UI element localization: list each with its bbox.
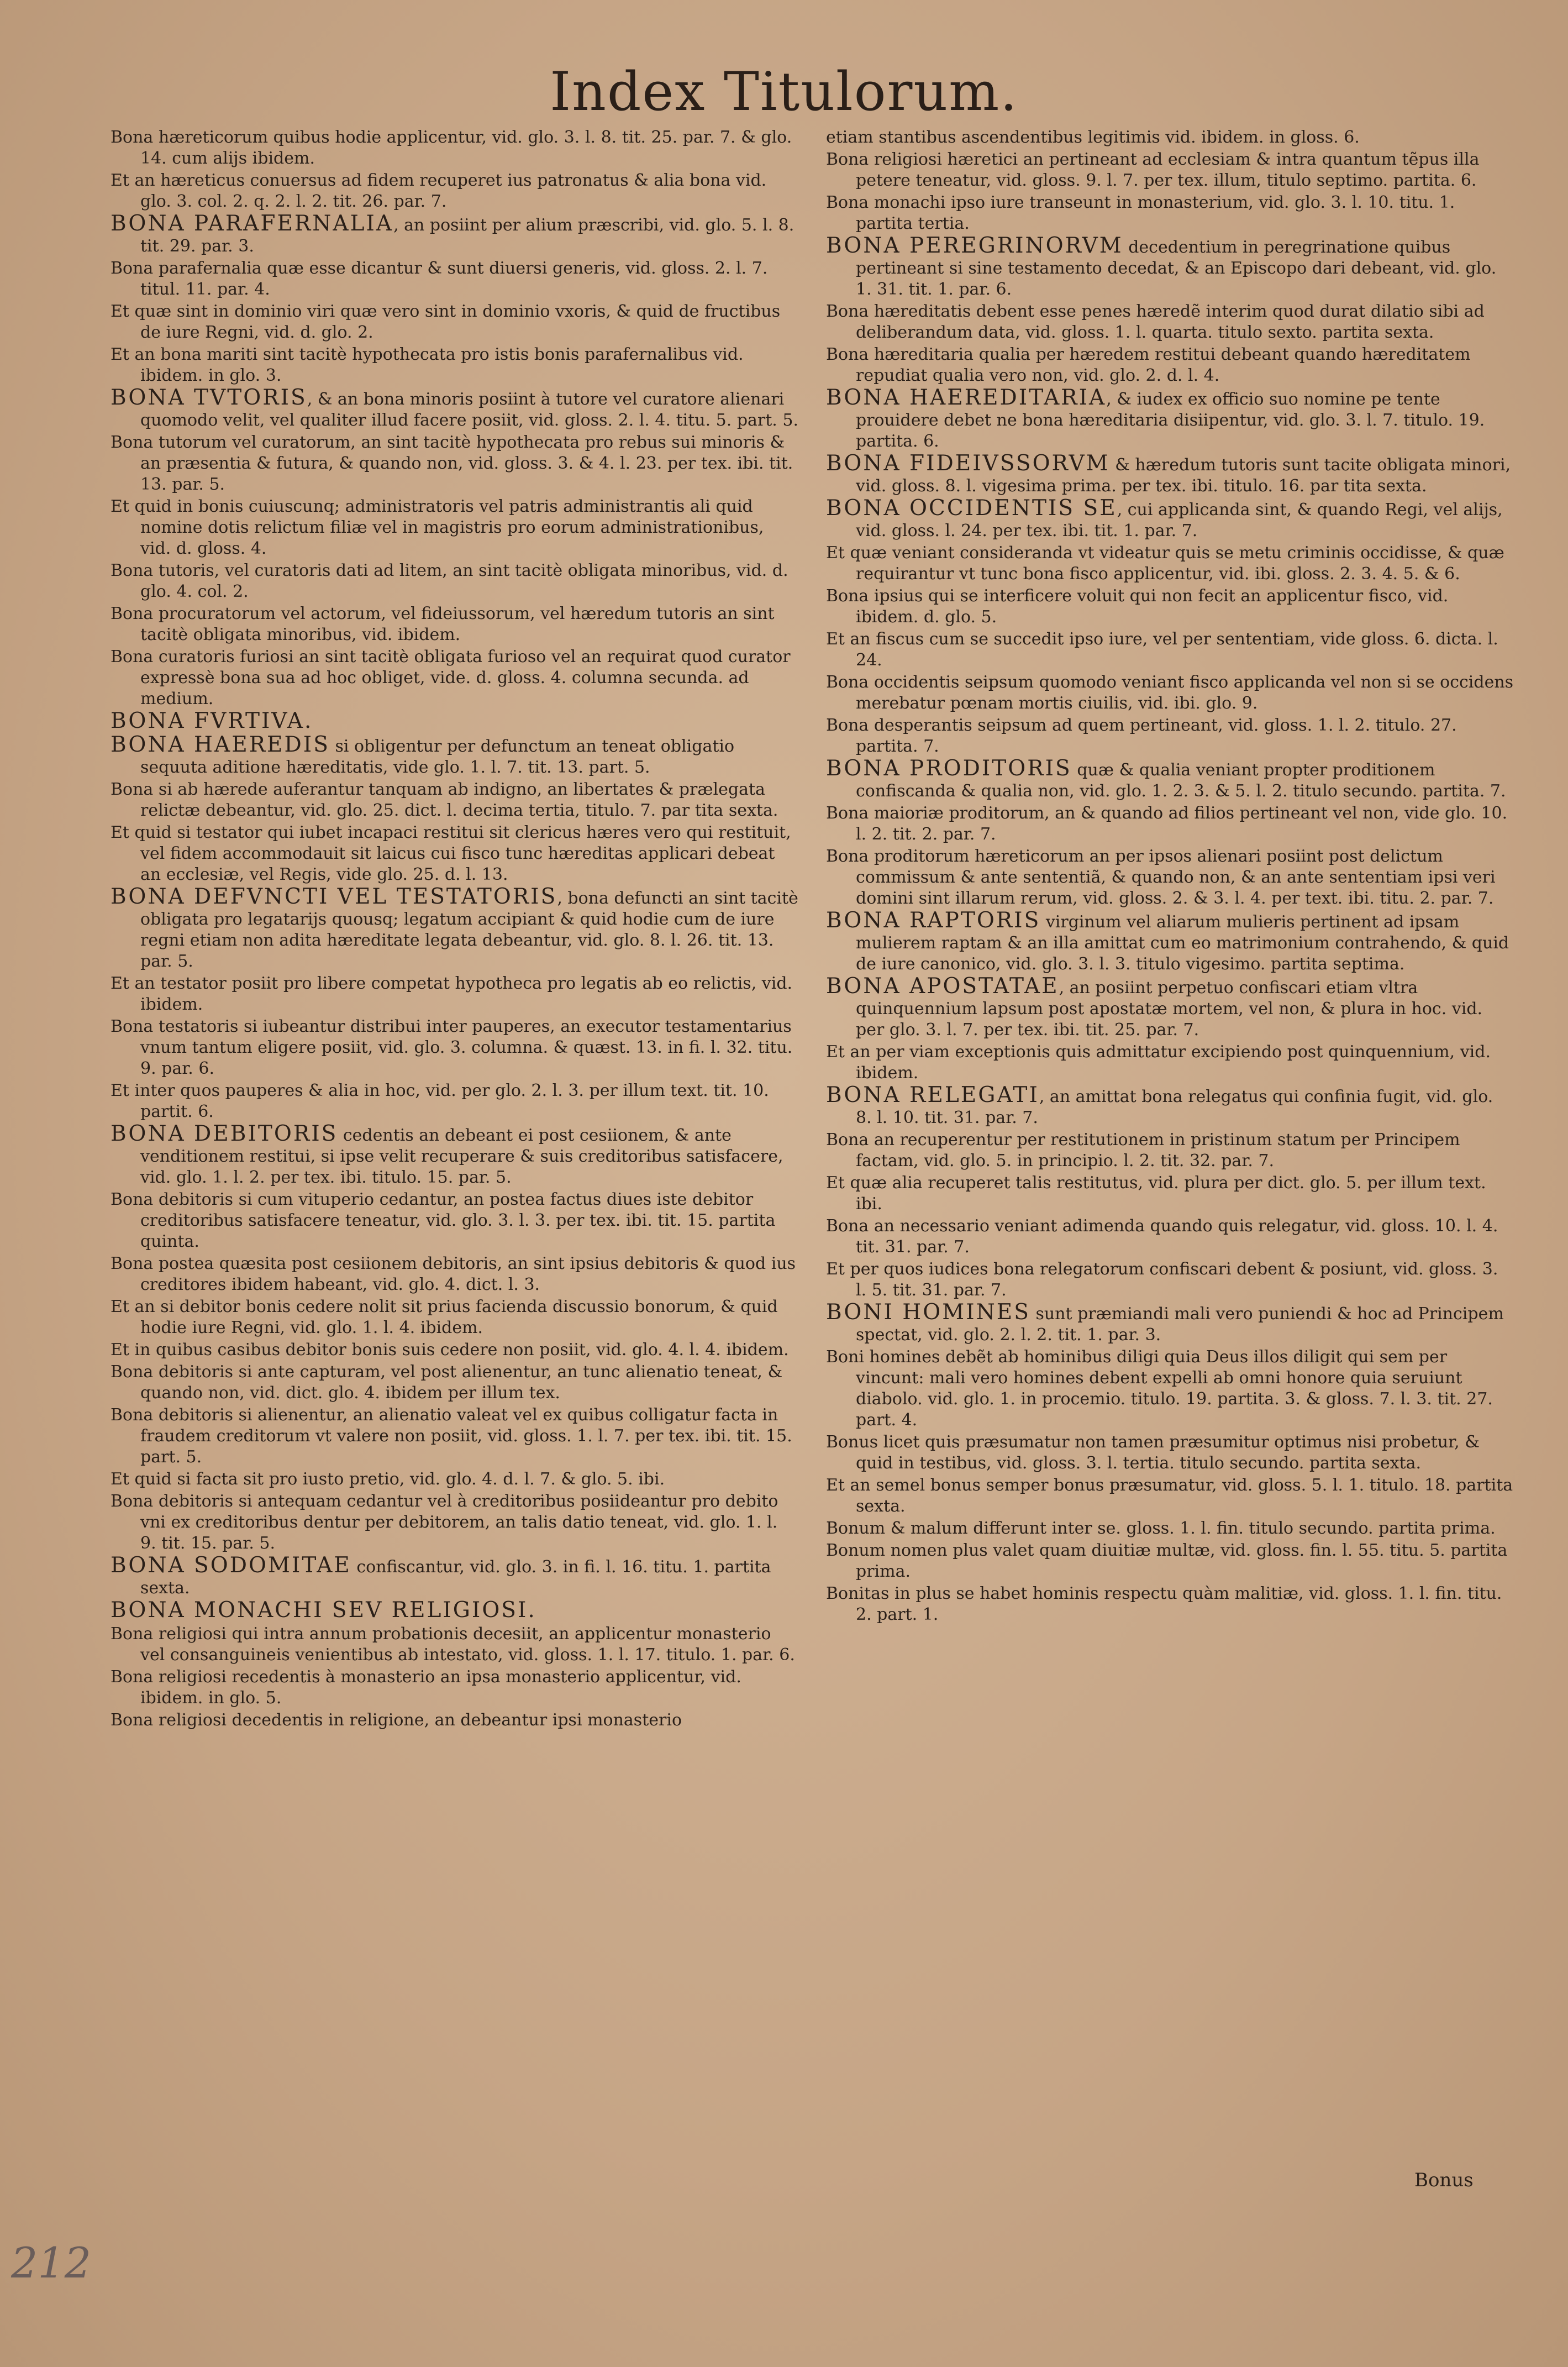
index-entry <box>111 1189 798 1252</box>
index-entry <box>111 1491 798 1554</box>
index-columns <box>111 127 1514 2172</box>
entry-heading: BONA DEFVNCTI VEL TESTATORIS <box>111 884 557 909</box>
entry-text: Et quid si facta sit pro iusto pretio, vid. glo. 4. d. l. 7. & glo. 5. ibi. <box>111 1469 665 1489</box>
index-entry <box>111 387 798 431</box>
index-entry <box>111 127 798 169</box>
entry-text: etiam stantibus ascendentibus legitimis vid. ibidem. in gloss. 6. <box>826 128 1360 147</box>
index-entry <box>111 496 798 559</box>
index-entry <box>826 543 1514 585</box>
entry-text: Bona religiosi hæretici an pertineant ad ecclesiam & intra quantum tẽpus illa petere teneatur, vid. gloss. 9. l. 7. per tex. illum, titulo septimo. partita. 6. <box>826 150 1480 190</box>
index-entry <box>111 822 798 885</box>
index-entry <box>826 453 1514 497</box>
entry-text: Bonum nomen plus valet quam diuitiæ multæ, vid. gloss. fin. l. 55. titu. 5. partita prima. <box>826 1541 1508 1581</box>
entry-heading: BONI HOMINES <box>826 1300 1030 1325</box>
index-entry <box>826 235 1514 300</box>
index-entry <box>111 1016 798 1079</box>
right-column <box>826 127 1514 2172</box>
entry-heading: BONA PARAFERNALIA <box>111 211 394 236</box>
index-entry <box>111 1253 798 1295</box>
index-entry <box>111 1297 798 1339</box>
entry-text: cedentis an debeant ei post cesiionem, & ante venditionem restitui, si ipse velit recuperare & suis creditoribus satisfacere, vid. glo. 1. l. 2. per tex. ibi. titulo. 15. par. 5. <box>140 1126 783 1187</box>
entry-text: si obligentur per defunctum an teneat obligatio sequuta aditione hæreditatis, vide glo. 1. l. 7. tit. 13. part. 5. <box>140 737 735 777</box>
entry-heading: BONA RAPTORIS <box>826 908 1041 933</box>
entry-text: Bona debitoris si alienentur, an alienatio valeat vel ex quibus colligatur facta in fraudem creditorum vt valere non posiit, vid. gloss. 1. l. 7. per tex. ibi. tit. 15. part. 5. <box>111 1405 792 1467</box>
entry-text: Et quæ sint in dominio viri quæ vero sint in dominio vxoris, & quid de fructibus de iure Regni, vid. d. glo. 2. <box>111 302 781 342</box>
index-entry <box>111 1080 798 1122</box>
entry-text: , bona defuncti an sint tacitè obligata pro legatarijs quousq; legatum accipiant & quid hodie cum de iure regni etiam non adita hæreditate legata debeantur, vid. glo. 8. l. 26. tit. 13. par. 5. <box>140 889 798 971</box>
entry-text: Boni homines debẽt ab hominibus diligi quia Deus illos diligit qui sem per vincunt: mali vero homines debent expelli ab omni honore quia seruiunt diabolo. vid. glo. 1. in procemio. titulo. 19. partita. 3. & gloss. 7. l. 3. tit. 27. part. 4. <box>826 1347 1493 1430</box>
index-entry <box>111 1469 798 1490</box>
index-entry <box>111 647 798 710</box>
entry-text: Et an per viam exceptionis quis admittatur excipiendo post quinquennium, vid. ibidem. <box>826 1042 1491 1083</box>
index-entry <box>111 1405 798 1468</box>
entry-text: Et an semel bonus semper bonus præsumatur, vid. gloss. 5. l. 1. titulo. 18. partita sexta. <box>826 1476 1513 1516</box>
entry-text: virginum vel aliarum mulieris pertinent ad ipsam mulierem raptam & an illa amittat cum eo matrimonium contrahendo, & quid de iure canonico, vid. glo. 3. l. 3. titulo vigesimo. partita septima. <box>856 912 1509 974</box>
entry-text: Bona ipsius qui se interficere voluit qui non fecit an applicentur fisco, vid. ibidem. d. glo. 5. <box>826 586 1449 627</box>
entry-heading: BONA MONACHI SEV RELIGIOSI. <box>111 1598 536 1623</box>
index-entry <box>111 1121 798 1188</box>
entry-heading: BONA OCCIDENTIS SE <box>826 496 1117 521</box>
index-entry <box>826 301 1514 343</box>
index-entry <box>826 192 1514 234</box>
entry-text: Bona occidentis seipsum quomodo veniant fisco applicanda vel non si se occidens merebatur pœnam mortis ciuilis, vid. ibi. glo. 9. <box>826 673 1514 713</box>
entry-text: Bona maioriæ proditorum, an & quando ad filios pertineant vel non, vide glo. 10. l. 2. tit. 2. par. 7. <box>826 804 1508 844</box>
index-entry <box>826 1583 1514 1625</box>
index-entry <box>826 498 1514 542</box>
index-entry <box>111 779 798 821</box>
index-entry <box>826 1302 1514 1346</box>
entry-text: Et an testator posiit pro libere competat hypotheca pro legatis ab eo relictis, vid. ibidem. <box>111 974 793 1014</box>
index-entry <box>111 734 798 778</box>
entry-heading: BONA SODOMITAE <box>111 1553 351 1578</box>
index-entry <box>826 1475 1514 1517</box>
entry-text: Bona an recuperentur per restitutionem in pristinum statum per Principem factam, vid. glo. 5. in principio. l. 2. tit. 32. par. 7. <box>826 1130 1460 1171</box>
entry-text: decedentium in peregrinatione quibus pertineant si sine testamento decedat, & an Episcopo dari debeant, vid. glo. 1. 31. tit. 1. par. 6. <box>856 238 1497 299</box>
index-entry <box>826 1085 1514 1129</box>
entry-heading: BONA HAEREDIS <box>111 732 330 757</box>
index-entry <box>826 672 1514 714</box>
entry-text: Et quæ veniant considerandа vt videatur quis se metu criminis occidisse, & quæ requirantur vt tunc bona fisco applicentur, vid. ibi. gloss. 2. 3. 4. 5. & 6. <box>826 543 1504 584</box>
entry-text: , an amittat bona relegatus qui confinia fugit, vid. glo. 8. l. 10. tit. 31. par. 7. <box>856 1087 1493 1127</box>
entry-text: , & an bona minoris posiint à tutore vel curatore alienari quomodo velit, vel qualiter illud facere posiit, vid. gloss. 2. l. 4. titu. 5. part. 5. <box>140 390 799 430</box>
entry-text: Bona debitoris si antequam cedantur vel à creditoribus posiideantur pro debito vni ex creditoribus dentur per debitorem, an talis datio teneat, vid. glo. 1. l. 9. tit. 15. par. 5. <box>111 1492 778 1553</box>
entry-text: Et an hæreticus conuersus ad fidem recuperet ius patronatus & alia bona vid. glo. 3. col. 2. q. 2. l. 2. tit. 26. par. 7. <box>111 171 767 211</box>
entry-text: Bona tutoris, vel curatoris dati ad litem, an sint tacitè obligata minoribus, vid. d. glo. 4. col. 2. <box>111 561 788 601</box>
index-entry <box>111 560 798 602</box>
index-entry <box>826 758 1514 802</box>
index-entry <box>111 170 798 212</box>
entry-text: Bona curatoris furiosi an sint tacitè obligata furioso vel an requirat quod curator expressè bona sua ad hoc obliget, vide. d. gloss. 4. columna secunda. ad medium. <box>111 647 791 708</box>
index-entry <box>826 344 1514 386</box>
index-entry <box>111 301 798 343</box>
index-entry <box>111 1555 798 1599</box>
entry-text: Bona postea quæsita post cesiionem debitoris, an sint ipsius debitoris & quod ius creditores ibidem habeant, vid. glo. 4. dict. l. 3. <box>111 1254 796 1294</box>
entry-heading: BONA TVTORIS <box>111 385 307 410</box>
index-entry <box>826 149 1514 191</box>
entry-heading: BONA HAEREDITARIA <box>826 385 1107 410</box>
entry-text: Bona religiosi recedentis à monasterio an ipsa monasterio applicentur, vid. ibidem. in glo. 5. <box>111 1667 741 1708</box>
index-entry <box>111 603 798 645</box>
entry-text: , & iudex ex officio suo nomine pe tente prouidere debet ne bona hæreditaria disiipentur, vid. glo. 3. l. 7. titulo. 19. partita. 6. <box>856 390 1485 451</box>
index-entry <box>826 910 1514 975</box>
index-entry <box>826 1432 1514 1474</box>
index-entry <box>111 1710 798 1731</box>
index-entry <box>826 1042 1514 1084</box>
index-entry <box>111 1600 798 1623</box>
entry-text: Bona si ab hærede auferantur tanquam ab indigno, an libertates & prælegata relictæ debeantur, vid. glo. 25. dict. l. decima tertia, titulo. 7. par tita sexta. <box>111 780 778 820</box>
index-entry <box>111 973 798 1015</box>
entry-text: Bona hæreditaria qualia per hæredem restitui debeant quando hæreditatem repudiat qualia vero non, vid. glo. 2. d. l. 4. <box>826 345 1471 385</box>
entry-text: Bona hæreditatis debent esse penes hæredẽ interim quod durat dilatio sibi ad deliberandum data, vid. gloss. 1. l. quarta. titulo sexto. partita sexta. <box>826 302 1485 342</box>
entry-text: quæ & qualia veniant propter proditionem confiscanda & qualia non, vid. glo. 1. 2. 3. & 5. l. 2. titulo secundo. partita. 7. <box>856 760 1506 801</box>
entry-text: Bona desperantis seipsum ad quem pertineant, vid. gloss. 1. l. 2. titulo. 27. partita. 7. <box>826 716 1457 756</box>
index-entry <box>111 432 798 495</box>
entry-text: Bona hæreticorum quibus hodie applicentur, vid. glo. 3. l. 8. tit. 25. par. 7. & glo. 14. cum alijs ibidem. <box>111 128 792 168</box>
entry-text: Et quid si testator qui iubet incapaci restitui sit clericus hæres vero qui restituit, vel fidem accommodauit sit laicus cui fisco tunc hæreditas applicari debeat an ecclesiæ, vel Regis, vide glo. 25. d. l. 13. <box>111 823 791 884</box>
index-entry <box>111 1362 798 1404</box>
left-column <box>111 127 798 2172</box>
index-entry <box>111 213 798 257</box>
index-entry <box>826 1347 1514 1431</box>
index-entry <box>826 803 1514 845</box>
index-entry <box>826 127 1514 148</box>
entry-text: Et quid in bonis cuiuscunq; administratoris vel patris administrantis ali quid nomine dotis relictum filiæ vel in magistris pro eorum administrationibus, vid. d. gloss. 4. <box>111 497 764 558</box>
entry-heading: BONA APOSTATAE <box>826 974 1059 999</box>
index-entry <box>111 1340 798 1361</box>
entry-text: Et in quibus casibus debitor bonis suis cedere non posiit, vid. glo. 4. l. 4. ibidem. <box>111 1340 789 1360</box>
entry-text: Et an fiscus cum se succedit ipso iure, vel per sententiam, vide gloss. 6. dicta. l. 24. <box>826 629 1498 670</box>
entry-text: Bona an necessario veniant adimenda quando quis relegatur, vid. gloss. 10. l. 4. tit. 31. par. 7. <box>826 1216 1498 1257</box>
entry-heading: BONA PEREGRINORVM <box>826 233 1123 258</box>
entry-text: Et an si debitor bonis cedere nolit sit prius facienda discussio bonorum, & quid hodie iure Regni, vid. glo. 1. l. 4. ibidem. <box>111 1297 778 1337</box>
index-entry <box>826 586 1514 628</box>
entry-text: , cui applicanda sint, & quando Regi, vel alijs, vid. gloss. l. 24. per tex. ibi. tit. 1. par. 7. <box>856 500 1503 540</box>
entry-text: Bona debitoris si ante capturam, vel post alienentur, an tunc alienatio teneat, & quando non, vid. dict. glo. 4. ibidem per illum tex. <box>111 1362 783 1403</box>
index-entry <box>826 976 1514 1041</box>
entry-heading: BONA PRODITORIS <box>826 756 1072 781</box>
entry-text: Bona monachi ipso iure transeunt in monasterium, vid. glo. 3. l. 10. titu. 1. partita tertia. <box>826 193 1455 233</box>
index-entry <box>826 387 1514 452</box>
index-entry <box>111 344 798 386</box>
index-entry <box>826 1130 1514 1172</box>
entry-text: Bonum & malum differunt inter se. gloss. 1. l. fin. titulo secundo. partita prima. <box>826 1519 1496 1538</box>
entry-text: sunt præmiandi mali vero puniendi & hoc ad Principem spectat, vid. glo. 2. l. 2. tit. 1. par. 3. <box>856 1304 1504 1345</box>
entry-text: Bonitas in plus se habet hominis respectu quàm malitiæ, vid. gloss. 1. l. fin. titu. 2. part. 1. <box>826 1584 1502 1624</box>
entry-text: Bona proditorum hæreticorum an per ipsos alienari posiint post delictum commissum & ante sententiã, & quando non, & an ante sententiam ipsi veri domini sint illarum rerum, vid. gloss. 2. & 3. l. 4. per text. ibi. titu. 2. par. 7. <box>826 847 1496 908</box>
entry-text: , an posiint perpetuo confiscari etiam vltra quinquennium lapsum post apostatæ mortem, vel non, & plura in hoc. vid. per glo. 3. l. 7. per tex. ibi. tit. 25. par. 7. <box>856 978 1483 1040</box>
entry-text: , an posiint per alium præscribi, vid. glo. 5. l. 8. tit. 29. par. 3. <box>140 216 794 256</box>
entry-text: Et inter quos pauperes & alia in hoc, vid. per glo. 2. l. 3. per illum text. tit. 10. partit. 6. <box>111 1081 769 1121</box>
index-entry <box>826 1518 1514 1539</box>
entry-heading: BONA DEBITORIS <box>111 1121 338 1146</box>
index-entry <box>111 886 798 972</box>
index-entry <box>826 1173 1514 1215</box>
handwritten-folio-number: 212 <box>11 2238 92 2287</box>
entry-text: Bona religiosi qui intra annum probationis decesiit, an applicentur monasterio vel consanguineis venientibus ab intestato, vid. gloss. 1. l. 17. titulo. 1. par. 6. <box>111 1624 795 1665</box>
entry-text: Bona tutorum vel curatorum, an sint tacitè hypothecata pro rebus sui minoris & an præsentia & futura, & quando non, vid. gloss. 3. & 4. l. 23. per tex. ibi. tit. 13. par. 5. <box>111 433 793 494</box>
index-entry <box>111 1624 798 1666</box>
entry-heading: BONA RELEGATI <box>826 1083 1039 1108</box>
index-entry <box>826 1540 1514 1582</box>
index-entry <box>826 629 1514 671</box>
index-entry <box>826 1259 1514 1301</box>
entry-text: Bona procuratorum vel actorum, vel fideiussorum, vel hæredum tutoris an sint tacitè obligata minoribus, vid. ibidem. <box>111 604 775 644</box>
index-entry <box>111 1667 798 1709</box>
page-title: Index Titulorum. <box>550 61 1018 123</box>
entry-heading: BONA FVRTIVA. <box>111 708 313 733</box>
catchword: Bonus <box>1414 2169 1474 2191</box>
index-entry <box>826 846 1514 909</box>
entry-text: Et per quos iudices bona relegatorum confiscari debent & posiunt, vid. gloss. 3. l. 5. tit. 31. par. 7. <box>826 1259 1498 1300</box>
entry-text: Bona testatoris si iubeantur distribui inter pauperes, an executor testamentarius vnum tantum eligere posiit, vid. glo. 3. columna. & quæst. 13. in fi. l. 32. titu. 9. par. 6. <box>111 1017 793 1078</box>
entry-text: confiscantur, vid. glo. 3. in fi. l. 16. titu. 1. partita sexta. <box>140 1557 771 1598</box>
index-entry <box>111 258 798 300</box>
entry-text: Bona parafernalia quæ esse dicantur & sunt diuersi generis, vid. gloss. 2. l. 7. titul. 11. par. 4. <box>111 259 768 299</box>
index-entry <box>111 708 798 733</box>
entry-heading: BONA FIDEIVSSORVM <box>826 451 1110 476</box>
entry-text: Bona religiosi decedentis in religione, an debeantur ipsi monasterio <box>111 1710 682 1730</box>
entry-text: Bonus licet quis præsumatur non tamen præsumitur optimus nisi probetur, & quid in testibus, vid. gloss. 3. l. tertia. titulo secundo. partita sexta. <box>826 1432 1480 1473</box>
entry-text: Et an bona mariti sint tacitè hypothecata pro istis bonis parafernalibus vid. ibidem. in glo. 3. <box>111 345 744 385</box>
entry-text: & hæredum tutoris sunt tacite obligata minori, vid. gloss. 8. l. vigesima prima. per tex. ibi. titulo. 16. par tita sexta. <box>856 455 1511 496</box>
entry-text: Bona debitoris si cum vituperio cedantur, an postea factus diues iste debitor creditoribus satisfacere teneatur, vid. glo. 3. l. 3. per tex. ibi. tit. 15. partita quinta. <box>111 1190 776 1251</box>
index-entry <box>826 715 1514 757</box>
index-entry <box>826 1216 1514 1258</box>
entry-text: Et quæ alia recuperet talis restitutus, vid. plura per dict. glo. 5. per illum text. ibi. <box>826 1173 1486 1214</box>
